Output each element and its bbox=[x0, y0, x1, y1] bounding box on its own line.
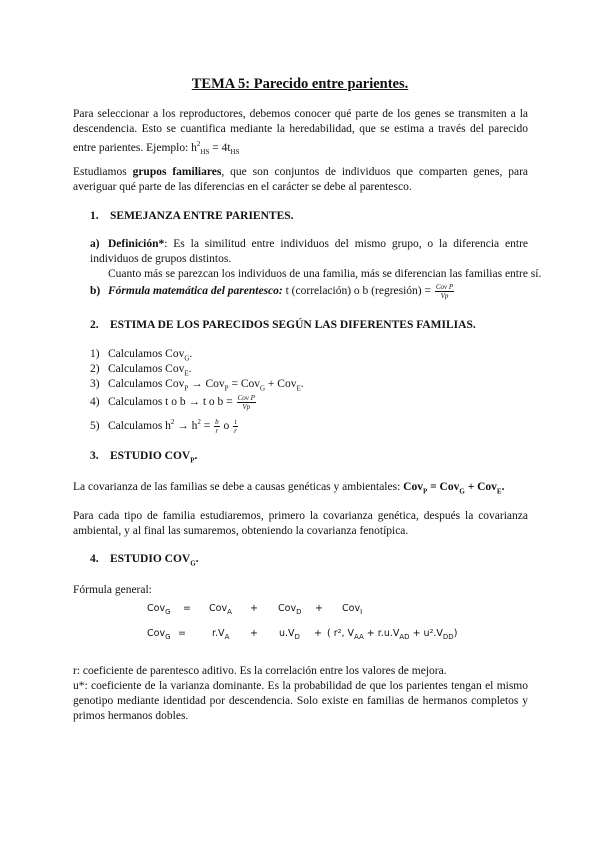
section-3-p1-end: . bbox=[501, 481, 505, 493]
section-3-paragraph-2: Para cada tipo de familia estudiaremos, primero la covarianza genética, después la covarianza ambiental, y al final las sumaremos, obteniendo la covarianza fenotípica. bbox=[73, 510, 528, 537]
step-5-fraction-1 bbox=[214, 418, 220, 435]
step-5-fraction-2-den: r bbox=[234, 426, 237, 435]
step-4-text: Calculamos t o b → t o b = bbox=[108, 396, 236, 409]
step-4 bbox=[90, 394, 257, 411]
formula-item bbox=[90, 283, 455, 300]
step-5-fraction-1-num: b bbox=[215, 417, 219, 426]
section-3-p1-cov: Cov bbox=[403, 481, 423, 493]
section-4-title-end: . bbox=[195, 553, 199, 565]
intro-h-sub: HS bbox=[200, 148, 210, 157]
step-3-arrow: → Cov bbox=[188, 378, 225, 390]
f2-uvd: $u.V_D$ bbox=[279, 628, 300, 641]
section-4-number: 4. bbox=[90, 553, 99, 565]
formula-general-label: Fórmula general: bbox=[73, 584, 152, 596]
step-1-sub: G bbox=[184, 354, 190, 363]
step-2-end: . bbox=[188, 363, 192, 375]
f2-rva: $r.V_A$ bbox=[212, 628, 230, 641]
section-3-p1-text: La covarianza de las familias se debe a causas genéticas y ambientales: bbox=[73, 481, 404, 493]
section-3-p1-sub2: G bbox=[459, 487, 465, 496]
section-3-p1-sub3: E bbox=[496, 487, 502, 496]
step-3-sub: P bbox=[184, 384, 189, 393]
intro-paragraph bbox=[73, 107, 528, 160]
f1-eq: = bbox=[183, 603, 191, 614]
definition-text: : Es la similitud entre individuos del mismo grupo, o la diferencia entre individuos de grupos distintos. bbox=[90, 238, 528, 265]
formula-fraction bbox=[435, 283, 454, 300]
intro-h-sup: 2 bbox=[196, 140, 201, 148]
step-3-sub2: P bbox=[224, 384, 229, 393]
step-5 bbox=[90, 415, 239, 435]
step-3-sub4: E bbox=[296, 384, 301, 393]
definition-label: a) bbox=[90, 238, 100, 250]
section-3-p1-covg: = Cov bbox=[427, 481, 460, 493]
step-5-sup2: 2 bbox=[197, 418, 201, 426]
step-5-or: o bbox=[220, 419, 233, 432]
families-post: , que son conjuntos de individuos que comparten genes, para averiguar qué parte de las diferencias en el carácter se debe al parentesco. bbox=[73, 166, 529, 193]
families-pre: Estudiamos bbox=[73, 166, 133, 178]
step-1-text: Calculamos Cov bbox=[108, 348, 185, 360]
step-5-arrow: → h bbox=[174, 419, 198, 432]
intro-t-sub: HS bbox=[230, 148, 240, 157]
section-3-title: ESTUDIO COV bbox=[110, 450, 191, 462]
section-1-heading bbox=[90, 210, 294, 222]
section-2-number: 2. bbox=[90, 319, 99, 331]
step-3-plus: + Cov bbox=[265, 378, 297, 390]
f1-plus-1: + bbox=[250, 603, 258, 614]
step-4-fraction-den: Vp bbox=[242, 403, 251, 411]
section-1-number: 1. bbox=[90, 210, 99, 222]
f2-interaction-term: ( r², $V_{AA} + r.u.V_{AD} + u^2.V_{DD}$) bbox=[327, 628, 458, 641]
step-5-fraction-2-num: t bbox=[234, 417, 237, 426]
f1-covi: Cov$_I$ bbox=[342, 603, 363, 616]
section-4-heading bbox=[90, 553, 199, 567]
step-2-number: 2) bbox=[90, 363, 100, 375]
step-2-text: Calculamos Cov bbox=[108, 363, 185, 375]
section-1-title: SEMEJANZA ENTRE PARIENTES. bbox=[110, 210, 294, 222]
step-3-eq: = Cov bbox=[228, 378, 260, 390]
section-4-title-sub: G bbox=[190, 559, 196, 568]
step-3-number: 3) bbox=[90, 378, 100, 390]
section-3-number: 3. bbox=[90, 450, 99, 462]
f1-plus-2: + bbox=[315, 603, 323, 614]
families-paragraph bbox=[73, 165, 528, 195]
r-definition: r: coeficiente de parentesco aditivo. Es la correlación entre los valores de mejora. bbox=[73, 665, 447, 677]
step-5-text: Calculamos h bbox=[108, 419, 171, 432]
step-5-number: 5) bbox=[90, 419, 100, 432]
section-3-paragraph-1 bbox=[73, 480, 528, 499]
f2-plus-1: + bbox=[250, 628, 258, 639]
step-5-fraction-1-den: r bbox=[215, 426, 219, 435]
section-3-title-sub: P bbox=[190, 456, 195, 465]
f1-covd: Cov$_D$ bbox=[278, 603, 302, 616]
formula-fraction-den: Vp bbox=[440, 292, 449, 300]
formula-label: b) bbox=[90, 285, 101, 298]
step-4-fraction-num: Cov P bbox=[237, 394, 255, 402]
section-4-title: ESTUDIO COV bbox=[110, 553, 191, 565]
step-5-sup: 2 bbox=[170, 418, 175, 426]
section-3-p1-sub1: P bbox=[422, 487, 428, 496]
families-bold: grupos familiares bbox=[132, 166, 222, 178]
f2-plus-2: + bbox=[314, 628, 322, 639]
step-3-text: Calculamos Cov bbox=[108, 378, 185, 390]
section-3-title-end: . bbox=[194, 450, 198, 462]
step-5-fraction-2 bbox=[233, 418, 238, 435]
f2-covg: Cov$_G$ bbox=[147, 628, 171, 641]
section-2-title: ESTIMA DE LOS PARECIDOS SEGÚN LAS DIFERENTES FAMILIAS. bbox=[110, 319, 476, 331]
step-5-eq: = bbox=[200, 419, 214, 432]
step-1-number: 1) bbox=[90, 348, 100, 360]
step-3-sub3: G bbox=[259, 384, 266, 393]
definition-term: Definición* bbox=[108, 238, 165, 250]
formula-term: Fórmula matemática del parentesco: bbox=[108, 285, 283, 298]
section-3-p1-cove: + Cov bbox=[464, 481, 497, 493]
step-2-sub: E bbox=[184, 369, 189, 378]
section-3-heading bbox=[90, 450, 197, 464]
intro-eq: = 4t bbox=[209, 141, 231, 154]
step-4-number: 4) bbox=[90, 396, 100, 409]
page-title: TEMA 5: Parecido entre parientes. bbox=[191, 76, 409, 92]
f2-eq: = bbox=[178, 628, 186, 639]
u-definition: u*: coeficiente de la varianza dominante. Es la probabilidad de que los parientes tengan el mismo genotipo mediante identidad por descendencia. Solo existe en familias de hermanos completos y primos hermanos dobles. bbox=[73, 680, 528, 722]
f1-covg: Cov$_G$ bbox=[147, 603, 171, 616]
formula-fraction-num: Cov P bbox=[435, 283, 454, 291]
f1-cova: Cov$_A$ bbox=[209, 603, 232, 616]
step-4-fraction bbox=[237, 394, 256, 411]
formula-text: t (correlación) o b (regresión) = bbox=[282, 285, 434, 298]
section-2-heading bbox=[90, 319, 476, 331]
step-3-end: . bbox=[300, 378, 304, 390]
definition-item bbox=[90, 237, 528, 267]
intro-text: Para seleccionar a los reproductores, debemos conocer qué parte de los genes se transmiten a la descendencia. Esto se cuantifica mediante la heredabilidad, que se estima a través del parecido entre parientes. Ejemplo: h bbox=[73, 108, 528, 154]
step-1-end: . bbox=[189, 348, 193, 360]
definition-extra: Cuanto más se parezcan los individuos de una familia, más se diferencian las familias entre sí. bbox=[108, 268, 542, 280]
